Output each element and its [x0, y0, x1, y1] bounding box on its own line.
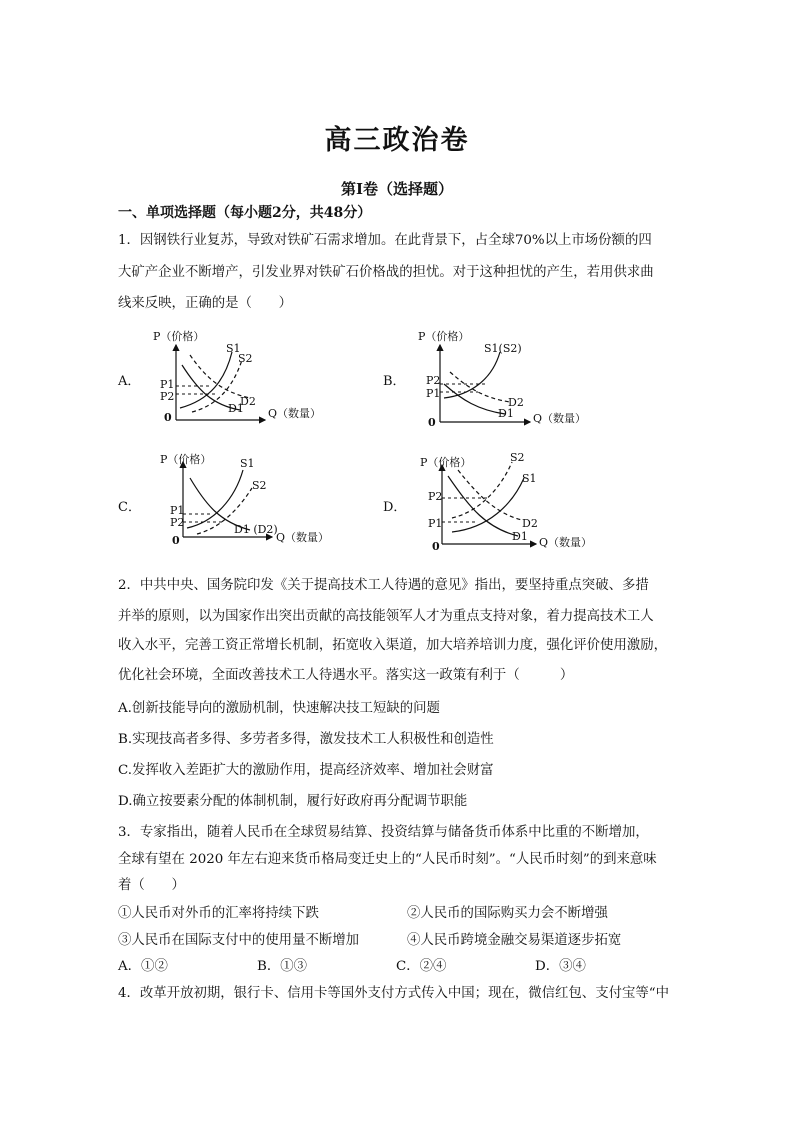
graph-b-d2 — [450, 372, 510, 402]
section-title: 一、单项选择题（每小题2分，共48分） — [118, 205, 372, 221]
graph-a-d1-label: D1 — [228, 402, 244, 415]
graph-a-y-label: P（价格） — [153, 330, 205, 343]
graph-c-y-label: P（价格） — [160, 453, 212, 466]
graph-d-d1-label: D1 — [512, 530, 528, 543]
graph-a — [176, 345, 265, 420]
graph-a-s2 — [192, 360, 242, 412]
graph-a-x-label: Q（数量） — [268, 407, 322, 420]
graph-d-s1-label: S1 — [522, 472, 537, 485]
graph-d-s1 — [452, 478, 524, 532]
graph-a-d2 — [190, 355, 250, 398]
graph-d-d2 — [458, 470, 522, 520]
graph-c-p2-label: P2 — [170, 516, 185, 529]
graph-d-origin: 0 — [432, 540, 440, 553]
graph-d — [442, 462, 536, 544]
q3-line-1: 3．专家指出，随着人民币在全球贸易结算、投资结算与储备货币体系中比重的不断增加， — [118, 825, 649, 840]
graph-a-s1 — [180, 352, 232, 408]
q1-line-3: 线来反映，正确的是（ ） — [118, 296, 293, 311]
graph-d-s2-label: S2 — [510, 451, 525, 464]
graph-a-s2-label: S2 — [238, 352, 253, 365]
graph-d-d1 — [448, 476, 518, 536]
graph-c-s2 — [197, 488, 252, 534]
graph-d-x-label: Q（数量） — [539, 536, 593, 549]
graph-b-origin: 0 — [428, 416, 436, 429]
graph-c-origin: 0 — [172, 534, 180, 547]
graph-a-p2-label: P2 — [160, 390, 175, 403]
graph-b-p1-label: P1 — [426, 387, 441, 400]
q2-option-b: B.实现技高者多得、多劳者多得，激发技术工人积极性和创造性 — [118, 732, 494, 747]
graph-d-p1-label: P1 — [428, 517, 443, 530]
graph-c-s1 — [187, 470, 243, 528]
q3-item-2: ②人民币的国际购买力会不断增强 — [407, 906, 608, 921]
q2-line-3: 收入水平，完善工资正常增长机制，拓宽收入渠道，加大培养培训力度，强化评价使用激励， — [118, 638, 668, 653]
q2-line-4: 优化社会环境，全面改善技术工人待遇水平。落实这一政策有利于（ ） — [118, 668, 574, 683]
q1-option-a-label: A． — [118, 374, 141, 389]
graph-c-s1-label: S1 — [240, 457, 255, 470]
graph-c — [183, 462, 272, 537]
part-title: 第Ⅰ卷（选择题） — [340, 180, 454, 198]
graph-b-p2-label: P2 — [426, 374, 441, 387]
graph-b-s — [444, 352, 500, 398]
graph-b-d1 — [444, 384, 505, 414]
graph-c-p1-label: P1 — [170, 504, 185, 517]
graph-a-p1-label: P1 — [160, 378, 175, 391]
page-title: 高三政治卷 — [324, 125, 470, 156]
q1-line-2: 大矿产企业不断增产，引发业界对铁矿石价格战的担忧。对于这种担忧的产生，若用供求曲 — [118, 265, 654, 280]
q1-option-b-label: B． — [383, 374, 406, 389]
graph-b-s-label: S1(S2) — [484, 342, 522, 355]
graph-b-d1-label: D1 — [498, 407, 514, 420]
q2-option-c: C.发挥收入差距扩大的激励作用，提高经济效率、增加社会财富 — [118, 763, 494, 778]
graph-b-y-label: P（价格） — [418, 330, 470, 343]
q1-option-c-label: C． — [118, 500, 141, 515]
graph-c-x-label: Q（数量） — [276, 531, 330, 544]
q3-item-3: ③人民币在国际支付中的使用量不断增加 — [118, 933, 360, 948]
q3-item-1: ①人民币对外币的汇率将持续下跌 — [118, 906, 319, 921]
q1-line-1: 1．因钢铁行业复苏，导致对铁矿石需求增加。在此背景下，占全球70%以上市场份额的四 — [118, 233, 652, 248]
graph-a-d2-label: D2 — [240, 395, 256, 408]
q3-choice-a: A．①② — [118, 959, 168, 974]
q1-option-d-label: D． — [383, 500, 407, 515]
q3-choice-d: D．③④ — [535, 959, 586, 974]
q2-option-a: A.创新技能导向的激励机制，快速解决技工短缺的问题 — [118, 701, 440, 716]
q3-line-3: 着（ ） — [118, 878, 185, 893]
q2-line-2: 并举的原则，以为国家作出突出贡献的高技能领军人才为重点支持对象，着力提高技术工人 — [118, 609, 654, 624]
graph-d-d2-label: D2 — [522, 517, 538, 530]
graph-d-s2 — [452, 462, 512, 518]
graph-c-s2-label: S2 — [252, 479, 267, 492]
graph-b-d2-label: D2 — [508, 396, 524, 409]
graph-d-y-label: P（价格） — [420, 456, 472, 469]
q3-item-4: ④人民币跨境金融交易渠道逐步拓宽 — [407, 933, 622, 948]
q4-line-1: 4．改革开放初期，银行卡、信用卡等国外支付方式传入中国；现在，微信红包、支付宝等“中 — [118, 986, 669, 1001]
q2-option-d: D.确立按要素分配的体制机制，履行好政府再分配调节职能 — [118, 794, 468, 809]
q3-choice-b: B．①③ — [257, 959, 308, 974]
graph-b — [440, 345, 530, 422]
q2-line-1: 2．中共中央、国务院印发《关于提高技术工人待遇的意见》指出，要坚持重点突破、多措 — [118, 578, 649, 593]
graph-a-origin: 0 — [164, 411, 172, 424]
graph-d-p2-label: P2 — [428, 490, 443, 503]
graph-c-d-label: D1 (D2) — [234, 523, 278, 536]
q3-line-2: 全球有望在 2020 年左右迎来货币格局变迁史上的“人民币时刻”。“人民币时刻”的到来意味 — [118, 852, 657, 867]
graph-a-s1-label: S1 — [226, 342, 241, 355]
q3-choice-c: C．②④ — [396, 959, 447, 974]
graph-a-d1 — [182, 365, 240, 410]
graph-b-x-label: Q（数量） — [533, 412, 587, 425]
graph-c-d — [190, 478, 250, 530]
